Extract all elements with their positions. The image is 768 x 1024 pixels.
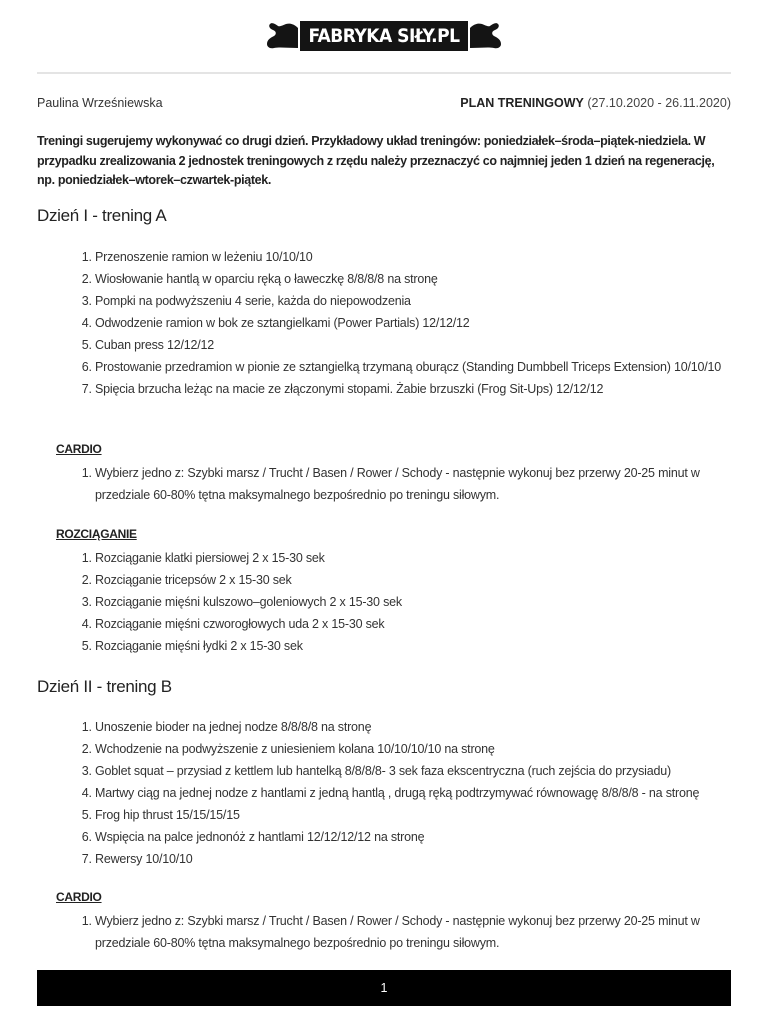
list-item: 6. Wspięcia na palce jednonóż z hantlami 12/12/12/12 na stronę bbox=[95, 826, 731, 848]
right-bicep-icon bbox=[468, 18, 504, 54]
day1-stretch-list bbox=[37, 547, 731, 657]
plan-title: PLAN TRENINGOWY bbox=[460, 96, 584, 110]
brand-logo-area bbox=[0, 14, 768, 58]
list-item: 3. Rozciąganie mięśni kulszowo–goleniowych 2 x 15-30 sek bbox=[95, 591, 731, 613]
day1-exercise-list bbox=[37, 246, 731, 400]
list-item: 2. Wiosłowanie hantlą w oparciu ręką o ławeczkę 8/8/8/8 na stronę bbox=[95, 268, 731, 290]
brand-logo-text: FABRYKA SIŁY.PL bbox=[300, 21, 467, 51]
list-item: 5. Frog hip thrust 15/15/15/15 bbox=[95, 804, 731, 826]
list-item: 1. Wybierz jedno z: Szybki marsz / Trucht / Basen / Rower / Schody - następnie wykonuj bez przerwy 20-25 minut w przedziale 60-80% tętna maksymalnego bezpośrednio po treningu siłowym. bbox=[95, 462, 731, 506]
document-meta bbox=[37, 96, 731, 110]
plan-title-block bbox=[460, 96, 731, 110]
list-item: 4. Odwodzenie ramion w bok ze sztangielkami (Power Partials) 12/12/12 bbox=[95, 312, 731, 334]
list-item: 6. Prostowanie przedramion w pionie ze sztangielką trzymaną oburącz (Standing Dumbbell Triceps Extension) 10/10/10 bbox=[95, 356, 731, 378]
list-item: 7. Rewersy 10/10/10 bbox=[95, 848, 731, 870]
left-bicep-icon bbox=[264, 18, 300, 54]
day1-heading: Dzień I - trening A bbox=[37, 206, 167, 225]
list-item: 1. Unoszenie bioder na jednej nodze 8/8/8/8 na stronę bbox=[95, 716, 731, 738]
list-item: 1. Przenoszenie ramion w leżeniu 10/10/10 bbox=[95, 246, 731, 268]
list-item: 1. Rozciąganie klatki piersiowej 2 x 15-30 sek bbox=[95, 547, 731, 569]
list-item: 3. Goblet squat – przysiad z kettlem lub hantelką 8/8/8/8- 3 sek faza ekscentryczna (ruch zejścia do przysiadu) bbox=[95, 760, 731, 782]
day2-cardio-heading: CARDIO bbox=[56, 890, 102, 904]
plan-dates: (27.10.2020 - 26.11.2020) bbox=[587, 96, 731, 110]
intro-paragraph: Treningi sugerujemy wykonywać co drugi dzień. Przykładowy układ treningów: poniedziałek–środa–piątek-niedziela. W przypadku zrealizowania 2 jednostek treningowych z rzędu należy przeznaczyć co najmniej jeden 1 dzień na regenerację, np. poniedziałek–wtorek–czwartek-piątek. bbox=[37, 134, 715, 187]
header-divider bbox=[37, 72, 731, 74]
list-item: 7. Spięcia brzucha leżąc na macie ze złączonymi stopami. Żabie brzuszki (Frog Sit-Ups) 12/12/12 bbox=[95, 378, 731, 400]
author-name: Paulina Wrześniewska bbox=[37, 96, 163, 110]
list-item: 5. Rozciąganie mięśni łydki 2 x 15-30 sek bbox=[95, 635, 731, 657]
brand-logo bbox=[264, 18, 503, 54]
page-number: 1 bbox=[380, 981, 388, 995]
day2-exercise-list bbox=[37, 716, 731, 870]
day2-cardio-list bbox=[37, 910, 731, 954]
footer-bar bbox=[37, 970, 731, 1006]
list-item: 4. Martwy ciąg na jednej nodze z hantlami z jedną hantlą , drugą ręką podtrzymywać równowagę 8/8/8/8 - na stronę bbox=[95, 782, 731, 804]
list-item: 1. Wybierz jedno z: Szybki marsz / Trucht / Basen / Rower / Schody - następnie wykonuj bez przerwy 20-25 minut w przedziale 60-80% tętna maksymalnego bezpośrednio po treningu siłowym. bbox=[95, 910, 731, 954]
list-item: 3. Pompki na podwyższeniu 4 serie, każda do niepowodzenia bbox=[95, 290, 731, 312]
day1-stretch-heading: ROZCIĄGANIE bbox=[56, 527, 137, 541]
list-item: 2. Rozciąganie tricepsów 2 x 15-30 sek bbox=[95, 569, 731, 591]
day1-cardio-list bbox=[37, 462, 731, 506]
list-item: 5. Cuban press 12/12/12 bbox=[95, 334, 731, 356]
day1-cardio-heading: CARDIO bbox=[56, 442, 102, 456]
list-item: 4. Rozciąganie mięśni czworogłowych uda 2 x 15-30 sek bbox=[95, 613, 731, 635]
day2-heading: Dzień II - trening B bbox=[37, 677, 172, 696]
list-item: 2. Wchodzenie na podwyższenie z uniesieniem kolana 10/10/10/10 na stronę bbox=[95, 738, 731, 760]
